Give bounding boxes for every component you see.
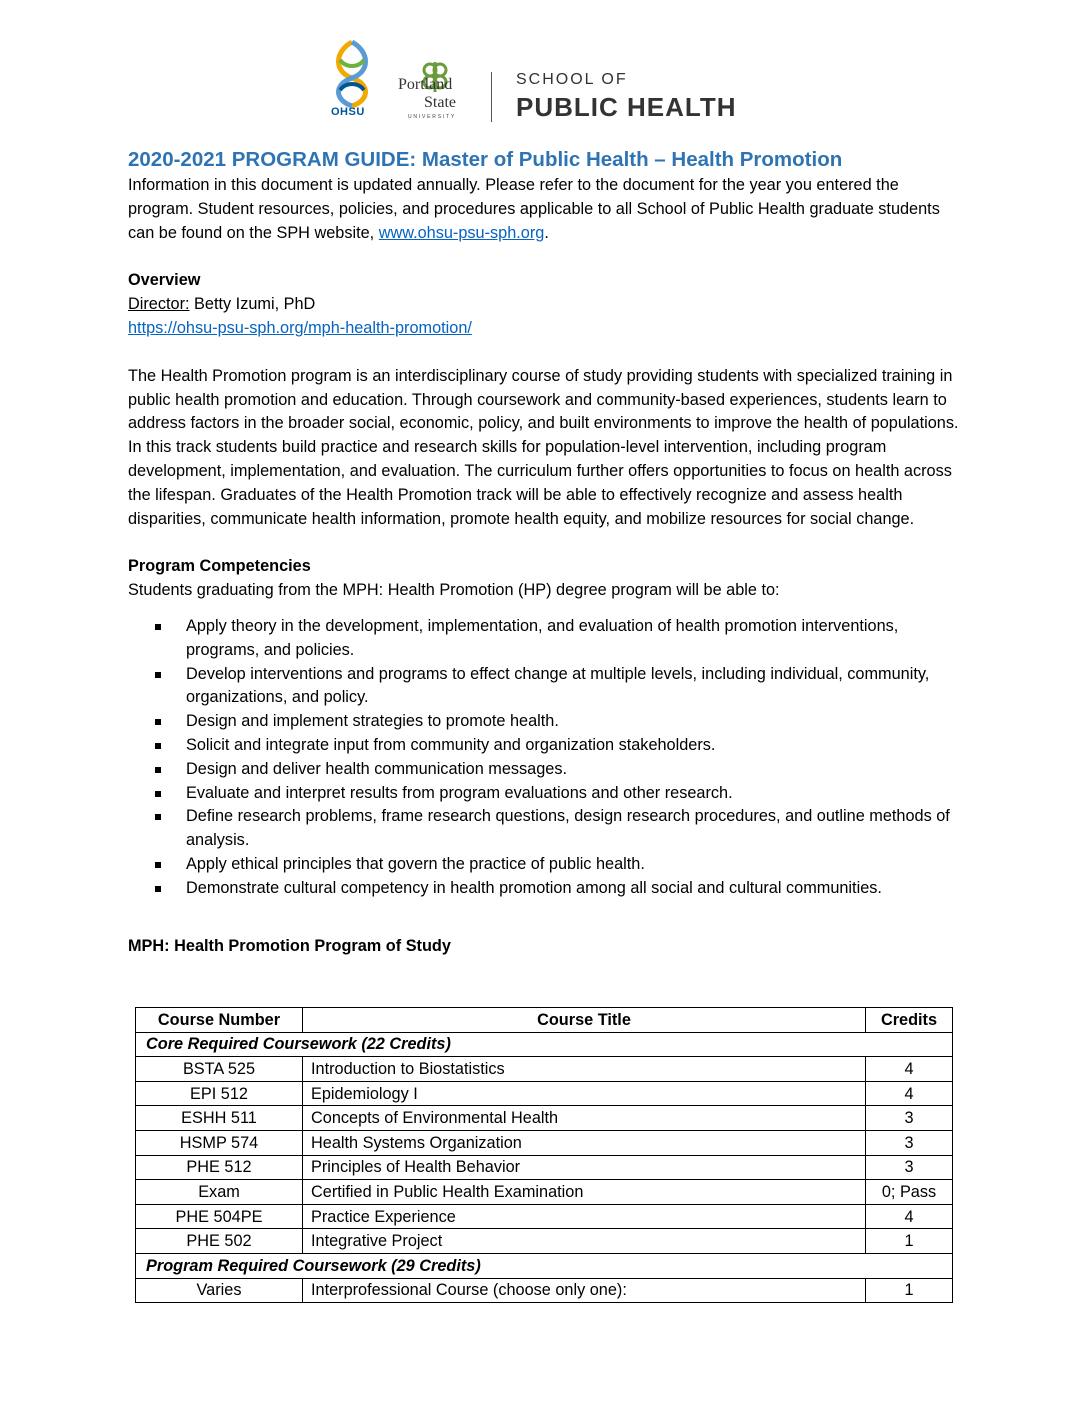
director-line [128,293,968,317]
program-of-study-table [135,1007,953,1303]
bullet-icon [155,767,161,773]
list-item: Define research problems, frame research questions, design research procedures, and outline methods of analysis. [128,805,968,853]
list-item: Apply theory in the development, implementation, and evaluation of health promotion interventions, programs, and policies. [128,615,968,663]
table-row: ESHH 511 Concepts of Environmental Health 3 [136,1106,953,1131]
bullet-icon [155,743,161,749]
table-row: EPI 512 Epidemiology I 4 [136,1081,953,1106]
list-item: Evaluate and interpret results from program evaluations and other research. [128,782,968,806]
table-row: PHE 512 Principles of Health Behavior 3 [136,1155,953,1180]
header-course-number: Course Number [136,1008,303,1033]
table-row: Varies Interprofessional Course (choose only one): 1 [136,1278,953,1303]
overview-description: The Health Promotion program is an interdisciplinary course of study providing students with specialized training in public health promotion and education. Through coursework and community-based experiences, students learn to address factors in the broader social, economic, policy, and built environments to improve the health of populations. In this track students build practice and research skills for population-level intervention, including program development, implementation, and evaluation. The curriculum further offers opportunities to focus on health across the lifespan. Graduates of the Health Promotion track will be able to effectively recognize and assess health disparities, communicate health information, promote health equity, and mobilize resources for social change. [128,366,959,528]
table-row: PHE 504PE Practice Experience 4 [136,1204,953,1229]
table-row: HSMP 574 Health Systems Organization 3 [136,1130,953,1155]
list-item: Solicit and integrate input from community and organization stakeholders. [128,734,968,758]
bullet-icon [155,862,161,868]
core-section-label: Core Required Coursework (22 Credits) [136,1032,953,1057]
logo-divider [491,72,492,122]
school-of-label: SCHOOL OF [516,71,628,88]
bullet-icon [155,791,161,797]
bullet-icon [155,814,161,820]
document-content [128,146,968,957]
program-url-link[interactable]: https://ohsu-psu-sph.org/mph-health-promotion/ [128,318,472,337]
psu-university-label: UNIVERSITY [408,114,457,120]
competencies-lead: Students graduating from the MPH: Health Promotion (HP) degree program will be able to: [128,581,780,600]
ohsu-logo-text: OHSU [331,106,365,118]
header-course-title: Course Title [303,1008,866,1033]
psu-name-line1: Portland [398,76,453,93]
competencies-list [128,615,968,901]
director-name: Betty Izumi, PhD [189,295,316,314]
director-label: Director: [128,295,190,314]
page-title: 2020-2021 PROGRAM GUIDE: Master of Public Health – Health Promotion [128,148,843,171]
public-health-label: PUBLIC HEALTH [516,92,737,122]
intro-text-end: . [544,223,549,242]
program-section-label: Program Required Coursework (29 Credits) [136,1253,953,1278]
list-item: Demonstrate cultural competency in health promotion among all social and cultural communities. [128,877,968,901]
header-logos [326,38,766,128]
list-item: Design and implement strategies to promote health. [128,710,968,734]
bullet-icon [155,672,161,678]
table-row: PHE 502 Integrative Project 1 [136,1229,953,1254]
table-row: Exam Certified in Public Health Examination 0; Pass [136,1180,953,1205]
bullet-icon [155,886,161,892]
psu-name-line2: State [424,94,456,111]
program-url-line [128,317,968,341]
program-of-study-title: MPH: Health Promotion Program of Study [128,936,451,955]
list-item: Develop interventions and programs to effect change at multiple levels, including individual, community, organizations, and policy. [128,663,968,711]
table-row: BSTA 525 Introduction to Biostatistics 4 [136,1057,953,1082]
intro-text: Information in this document is updated annually. Please refer to the document for the year you entered the program. Student resources, policies, and procedures applicable to all School of Public Health graduate students can be found on the SPH website, [128,176,940,242]
table-header-row [136,1008,953,1033]
header-credits: Credits [866,1008,953,1033]
intro-paragraph [128,174,968,245]
list-item: Design and deliver health communication messages. [128,758,968,782]
bullet-icon [155,624,161,630]
list-item: Apply ethical principles that govern the practice of public health. [128,853,968,877]
program-section-row [136,1253,953,1278]
sph-website-link[interactable]: www.ohsu-psu-sph.org [378,223,545,242]
competencies-heading: Program Competencies [128,557,311,576]
overview-heading: Overview [128,271,201,290]
core-section-row [136,1032,953,1057]
bullet-icon [155,719,161,725]
